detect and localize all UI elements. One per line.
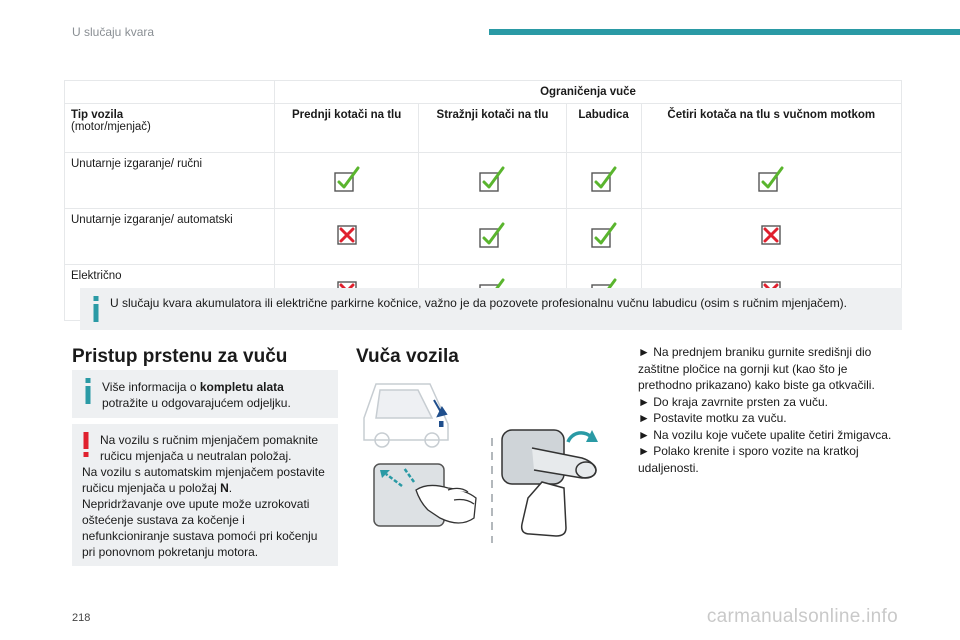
section-title: U slučaju kvara	[72, 25, 155, 39]
info-icon	[83, 378, 93, 404]
check-icon	[757, 165, 785, 193]
gearbox-warning-note	[72, 424, 338, 566]
warning-text-auto-suffix: .	[228, 481, 233, 495]
towing-restrictions-table	[64, 80, 902, 321]
list-item: ► Na vozilu koje vučete upalite četiri žmigavca.	[638, 427, 892, 442]
table-column-header-row	[65, 104, 902, 153]
battery-info-text: U slučaju kvara akumulatora ili električne parkirne kočnice, važno je da pozovete profesionalnu vučnu labudicu (osim s ručnim mjenjačem).	[110, 296, 848, 310]
table-row	[65, 153, 902, 209]
check-icon	[590, 221, 618, 249]
mark-cell	[419, 209, 566, 265]
towing-heading: Vuča vozila	[356, 346, 459, 367]
type-header: Tip vozila	[71, 109, 124, 121]
column-header: Četiri kotača na tlu s vučnom motkom	[641, 104, 901, 153]
group-header-label: Ograničenja vuče	[275, 81, 902, 104]
check-icon	[590, 165, 618, 193]
removed-cover-icon	[522, 482, 566, 536]
table-group-header-row	[65, 81, 902, 104]
mark-cell	[641, 209, 901, 265]
cross-icon	[757, 221, 785, 249]
row-label: Unutarnje izgaranje/ automatski	[65, 209, 275, 265]
towing-steps-list	[638, 344, 902, 476]
list-item: ► Do kraja zavrnite prsten za vuču.	[638, 394, 828, 409]
page-number: 218	[72, 612, 91, 624]
warning-text-consequence: Nepridržavanje ove upute može uzrokovati oštećenje sustava za kočenje i nefunkcioniranje sustava pomoći pri kočenju pri ponovnom pokretanju motora.	[82, 497, 318, 559]
warning-text-manual: Na vozilu s ručnim mjenjačem pomaknite ručicu mjenjača u neutralan položaj.	[100, 433, 319, 463]
kit-info-note	[72, 370, 338, 418]
kit-info-prefix: Više informacija o	[102, 380, 200, 394]
warning-text-auto-bold: N	[220, 481, 229, 495]
check-icon	[478, 165, 506, 193]
kit-info-suffix: potražite u odgovarajućem odjeljku.	[102, 396, 291, 410]
column-header: Stražnji kotači na tlu	[419, 104, 566, 153]
info-icon	[91, 296, 101, 322]
access-heading: Pristup prstenu za vuču	[72, 346, 288, 367]
rotate-arrow-icon	[568, 430, 598, 442]
kit-info-bold: kompletu alata	[199, 380, 284, 394]
check-icon	[333, 165, 361, 193]
check-icon	[478, 221, 506, 249]
mark-cell	[275, 153, 419, 209]
cross-icon	[333, 221, 361, 249]
list-item: ► Polako krenite i sporo vozite na kratkoj udaljenosti.	[638, 444, 859, 475]
tow-ring-icon	[502, 430, 596, 484]
mark-cell	[566, 153, 641, 209]
list-item: ► Postavite motku za vuču.	[638, 411, 787, 425]
header-accent-bar	[489, 29, 960, 35]
type-subheader: (motor/mjenjač)	[71, 121, 151, 133]
list-item: ► Na prednjem braniku gurnite središnji dio zaštitne pločice na gornji kut (kao što je prethodno prikazano) kako biste ga otkvačili.	[638, 345, 875, 392]
watermark: carmanualsonline.info	[706, 606, 898, 627]
row-label: Električno	[65, 265, 275, 321]
warning-icon	[81, 432, 91, 458]
van-outline-icon	[364, 384, 448, 447]
push-arrow-icon	[434, 400, 446, 426]
tow-ring-illustration	[356, 378, 626, 548]
table-corner-cell	[65, 81, 275, 104]
warning-text-auto-prefix: Na vozilu s automatskim mjenjačem postavite ručicu mjenjača u položaj	[82, 465, 325, 495]
mark-cell	[641, 153, 901, 209]
mark-cell	[566, 209, 641, 265]
column-header: Labudica	[566, 104, 641, 153]
column-header: Prednji kotači na tlu	[275, 104, 419, 153]
type-header-cell	[65, 104, 275, 153]
row-label: Unutarnje izgaranje/ ručni	[65, 153, 275, 209]
table-row	[65, 209, 902, 265]
battery-info-note	[80, 288, 902, 330]
mark-cell	[419, 153, 566, 209]
mark-cell	[275, 209, 419, 265]
